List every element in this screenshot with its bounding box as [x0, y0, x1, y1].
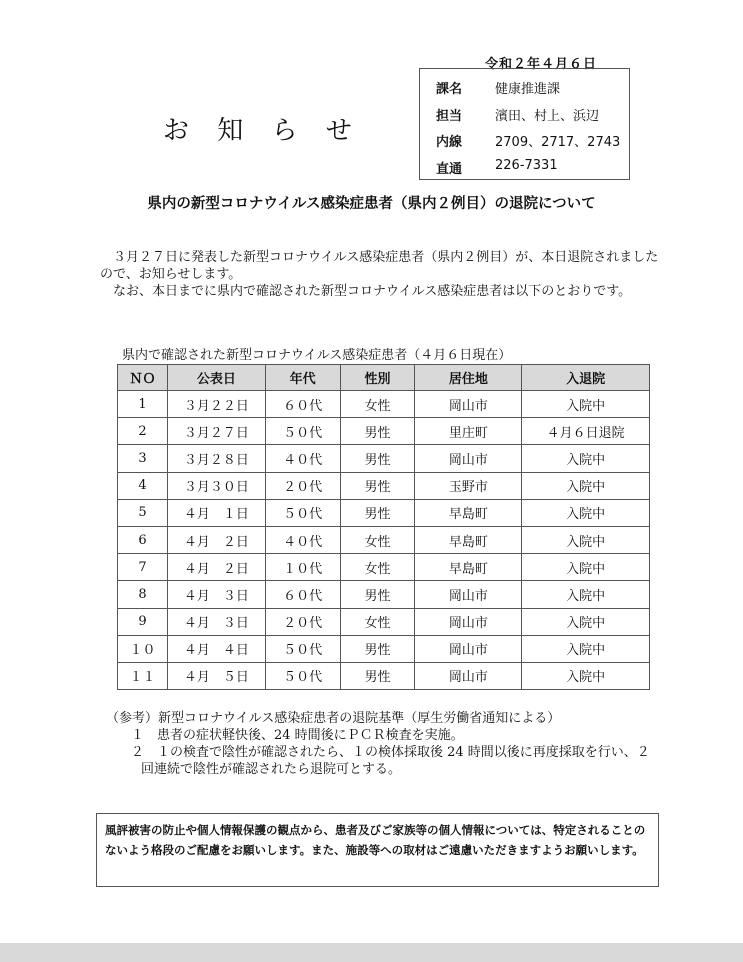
privacy-notice-text: 風評被害の防止や個人情報保護の観点から、患者及びご家族等の個人情報については、特定されることのないよう格段のご配慮をお願いします。また、施設等への取材はご遠慮いただきますようお願いします。	[105, 823, 646, 857]
table-row	[118, 445, 650, 472]
table-cell: ４０代	[265, 445, 340, 472]
table-cell: 岡山市	[415, 662, 522, 689]
table-cell: ４月６日退院	[522, 418, 650, 445]
table-cell: 入院中	[522, 662, 650, 689]
contact-row-extension	[420, 126, 629, 152]
contact-info-box	[419, 68, 630, 180]
table-cell: 入院中	[522, 472, 650, 499]
table-cell: 女性	[340, 608, 415, 635]
table-cell: １０	[118, 635, 168, 662]
table-row	[118, 391, 650, 418]
table-cell: 4	[118, 472, 168, 499]
table-cell: 岡山市	[415, 445, 522, 472]
table-cell: ４月 ４日	[167, 635, 265, 662]
table-row	[118, 608, 650, 635]
contact-value: 226-7331	[495, 158, 558, 173]
table-row	[118, 418, 650, 445]
table-cell: ２０代	[265, 608, 340, 635]
table-cell: ４月 ２日	[167, 526, 265, 553]
table-cell: ５０代	[265, 418, 340, 445]
table-cell: １０代	[265, 554, 340, 581]
table-cell: ４月 ５日	[167, 662, 265, 689]
table-cell: ４月 ３日	[167, 608, 265, 635]
table-cell: 岡山市	[415, 581, 522, 608]
table-cell: 女性	[340, 391, 415, 418]
table-cell: 8	[118, 581, 168, 608]
table-cell: ５０代	[265, 499, 340, 526]
table-row	[118, 581, 650, 608]
cases-table	[117, 364, 650, 690]
table-cell: 入院中	[522, 554, 650, 581]
table-cell: 早島町	[415, 526, 522, 553]
contact-key: 担当	[436, 109, 463, 124]
table-cell: 岡山市	[415, 608, 522, 635]
body-paragraph: ３月２７日に発表した新型コロナウイルス感染症患者（県内２例目）が、本日退院されましたので、お知らせします。	[100, 250, 659, 282]
contact-row-department	[420, 73, 629, 99]
table-cell: ６０代	[265, 581, 340, 608]
table-body	[118, 391, 650, 690]
table-cell: １１	[118, 662, 168, 689]
reference-item: １ 患者の症状軽快後、24 時間後にＰＣＲ検査を実施。	[131, 728, 464, 743]
column-header: 入退院	[522, 365, 650, 391]
table-cell: 岡山市	[415, 391, 522, 418]
document-date: 令和２年４月６日	[485, 57, 598, 72]
table-cell: 5	[118, 499, 168, 526]
contact-key: 課名	[436, 82, 463, 97]
contact-row-direct	[420, 153, 629, 179]
table-row	[118, 526, 650, 553]
table-cell: 入院中	[522, 635, 650, 662]
table-cell: ４月 ２日	[167, 554, 265, 581]
table-row	[118, 472, 650, 499]
column-header: ＮＯ	[118, 365, 168, 391]
table-cell: 男性	[340, 445, 415, 472]
table-cell: ５０代	[265, 635, 340, 662]
table-cell: ３月２２日	[167, 391, 265, 418]
column-header: 公表日	[167, 365, 265, 391]
table-cell: 7	[118, 554, 168, 581]
page-bottom-margin	[0, 943, 743, 962]
table-row	[118, 662, 650, 689]
table-cell: 男性	[340, 635, 415, 662]
column-header: 居住地	[415, 365, 522, 391]
table-cell: 男性	[340, 472, 415, 499]
table-row	[118, 635, 650, 662]
table-cell: ４月 １日	[167, 499, 265, 526]
table-cell: 男性	[340, 418, 415, 445]
privacy-notice-box	[96, 813, 659, 887]
table-cell: 玉野市	[415, 472, 522, 499]
table-cell: 1	[118, 391, 168, 418]
table-cell: ３月２７日	[167, 418, 265, 445]
table-cell: 入院中	[522, 581, 650, 608]
table-cell: 入院中	[522, 499, 650, 526]
table-cell: ３月２８日	[167, 445, 265, 472]
contact-value: 健康推進課	[495, 82, 561, 97]
body-text	[100, 249, 660, 300]
table-cell: 里庄町	[415, 418, 522, 445]
contact-key: 直通	[436, 162, 463, 177]
table-cell: 早島町	[415, 499, 522, 526]
table-cell: 女性	[340, 554, 415, 581]
table-cell: ５０代	[265, 662, 340, 689]
table-cell: 6	[118, 526, 168, 553]
table-cell: 岡山市	[415, 635, 522, 662]
table-header-row	[118, 365, 650, 391]
table-cell: 入院中	[522, 526, 650, 553]
table-cell: ４０代	[265, 526, 340, 553]
column-header: 年代	[265, 365, 340, 391]
table-caption: 県内で確認された新型コロナウイルス感染症患者（４月６日現在）	[122, 348, 512, 363]
contact-value: 2709、2717、2743	[495, 135, 621, 150]
contact-row-staff	[420, 100, 629, 126]
contact-value: 濱田、村上、浜辺	[495, 109, 600, 124]
notice-title: お 知 ら せ	[163, 116, 362, 146]
table-cell: 男性	[340, 581, 415, 608]
table-cell: ６０代	[265, 391, 340, 418]
table-cell: 男性	[340, 499, 415, 526]
table-cell: 9	[118, 608, 168, 635]
table-cell: 2	[118, 418, 168, 445]
table-cell: 入院中	[522, 391, 650, 418]
table-cell: ４月 ３日	[167, 581, 265, 608]
table-cell: 男性	[340, 662, 415, 689]
reference-section	[106, 710, 661, 778]
table-cell: 早島町	[415, 554, 522, 581]
table-cell: ２０代	[265, 472, 340, 499]
contact-key: 内線	[436, 135, 463, 150]
table-cell: 入院中	[522, 445, 650, 472]
headline: 県内の新型コロナウイルス感染症患者（県内２例目）の退院について	[147, 196, 596, 212]
reference-heading: （参考）新型コロナウイルス感染症患者の退院基準（厚生労働省通知による）	[106, 711, 561, 726]
table-cell: 女性	[340, 526, 415, 553]
table-cell: 3	[118, 445, 168, 472]
table-row	[118, 554, 650, 581]
table-cell: 入院中	[522, 608, 650, 635]
table-cell: ３月３０日	[167, 472, 265, 499]
column-header: 性別	[340, 365, 415, 391]
table-row	[118, 499, 650, 526]
body-paragraph: なお、本日までに県内で確認された新型コロナウイルス感染症患者は以下のとおりです。	[113, 284, 632, 299]
reference-item: ２ １の検査で陰性が確認されたら、１の検体採取後 24 時間以後に再度採取を行い、２回連続で陰性が確認されたら退院可とする。	[131, 745, 650, 777]
